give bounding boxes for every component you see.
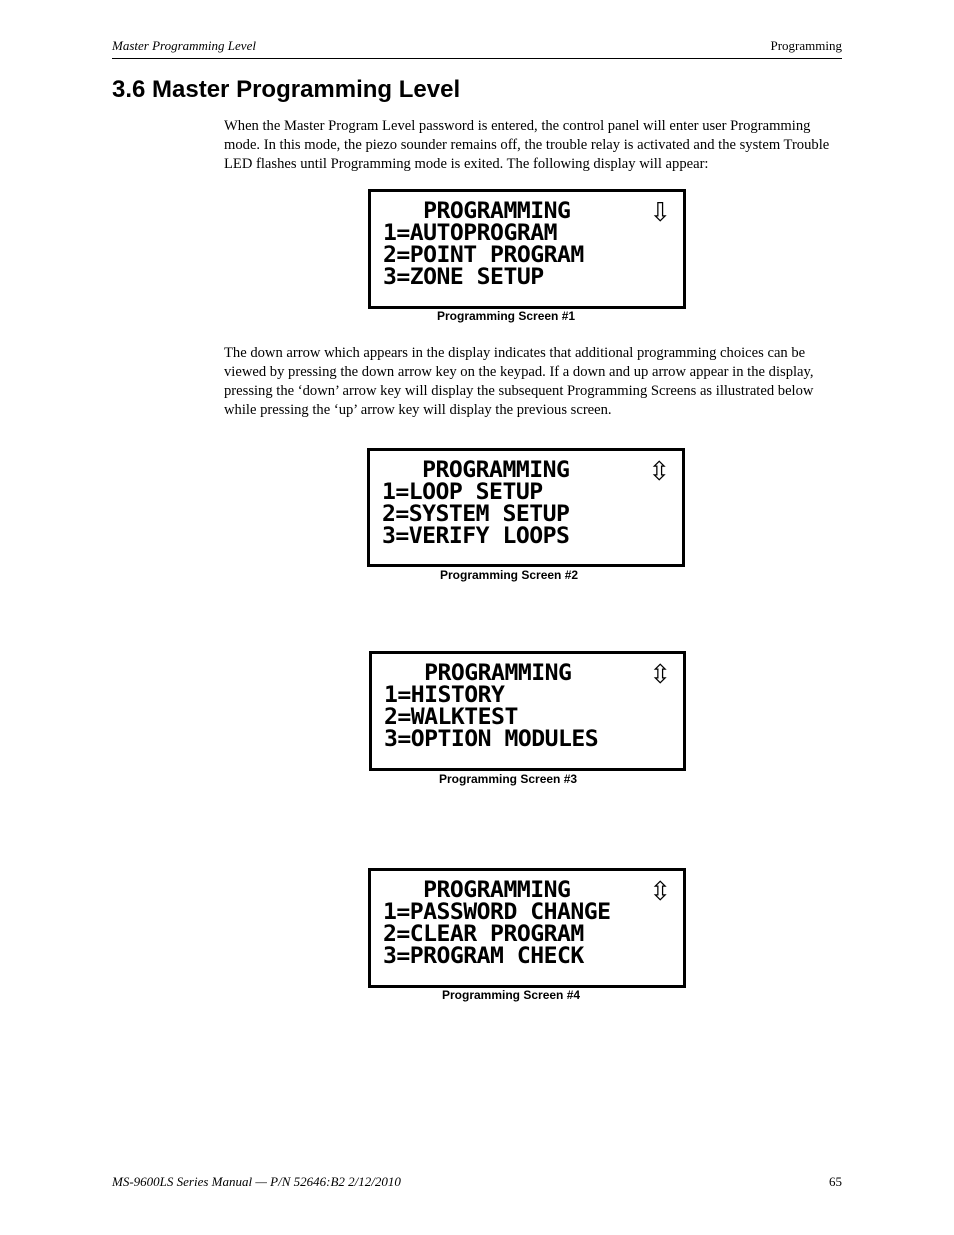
intro-paragraph: When the Master Program Level password is entered, the control panel will enter user Programming mode. In this mode, the piezo sounder remains off, the trouble relay is activated and the system Trouble LED flashes until Programming mode is exited. The following display will appear:	[224, 118, 830, 172]
header-rule	[112, 58, 842, 59]
lcd-line: 2=WALKTEST	[384, 705, 518, 730]
footer-manual-info: MS-9600LS Series Manual — P/N 52646:B2 2/12/2010	[112, 1174, 401, 1189]
lcd-line: 3=VERIFY LOOPS	[382, 524, 570, 549]
lcd-line: PROGRAMMING	[384, 661, 572, 686]
screen-caption-3: Programming Screen #3	[439, 772, 578, 786]
lcd-line: 3=ZONE SETUP	[383, 265, 544, 290]
screen-caption-4: Programming Screen #4	[442, 988, 581, 1002]
lcd-line: 2=SYSTEM SETUP	[382, 502, 570, 527]
up-down-arrow-icon: ⇳	[649, 877, 671, 907]
lcd-line: 2=CLEAR PROGRAM	[383, 922, 584, 947]
lcd-line: 1=AUTOPROGRAM	[383, 221, 557, 246]
running-header-title: Master Programming Level	[112, 38, 256, 53]
lcd-line: 1=PASSWORD CHANGE	[383, 900, 611, 925]
lcd-line: 3=PROGRAM CHECK	[383, 944, 584, 969]
lcd-line: PROGRAMMING	[382, 458, 570, 483]
lcd-line: PROGRAMMING	[383, 878, 571, 903]
up-down-arrow-icon: ⇳	[648, 457, 670, 487]
page-number: 65	[829, 1174, 842, 1189]
lcd-line: 3=OPTION MODULES	[384, 727, 599, 752]
lcd-screen-4	[368, 868, 686, 988]
lcd-text	[384, 661, 599, 752]
screen-caption-1: Programming Screen #1	[437, 309, 576, 323]
lcd-screen-3	[369, 651, 686, 771]
lcd-line: 2=POINT PROGRAM	[383, 243, 584, 268]
running-header-section: Programming	[770, 38, 842, 53]
up-down-arrow-icon: ⇳	[649, 660, 671, 690]
screen-caption-2: Programming Screen #2	[440, 568, 579, 582]
lcd-text	[382, 458, 570, 549]
arrow-paragraph: The down arrow which appears in the display indicates that additional programming choices can be viewed by pressing the down arrow key on the keypad. If a down and up arrow appear in the display, pressing the ‘down’ arrow key will display the subsequent Programming Screens as illustrated below while pressing the ‘up’ arrow key will display the previous screen.	[224, 345, 814, 418]
lcd-line: 1=LOOP SETUP	[382, 480, 543, 505]
lcd-text	[383, 199, 584, 290]
down-arrow-icon: ⇩	[649, 198, 671, 228]
lcd-text	[383, 878, 611, 969]
lcd-screen-1	[368, 189, 686, 309]
lcd-screen-2	[367, 448, 685, 567]
lcd-line: 1=HISTORY	[384, 683, 505, 708]
section-title: 3.6 Master Programming Level	[112, 76, 461, 103]
lcd-line: PROGRAMMING	[383, 199, 571, 224]
